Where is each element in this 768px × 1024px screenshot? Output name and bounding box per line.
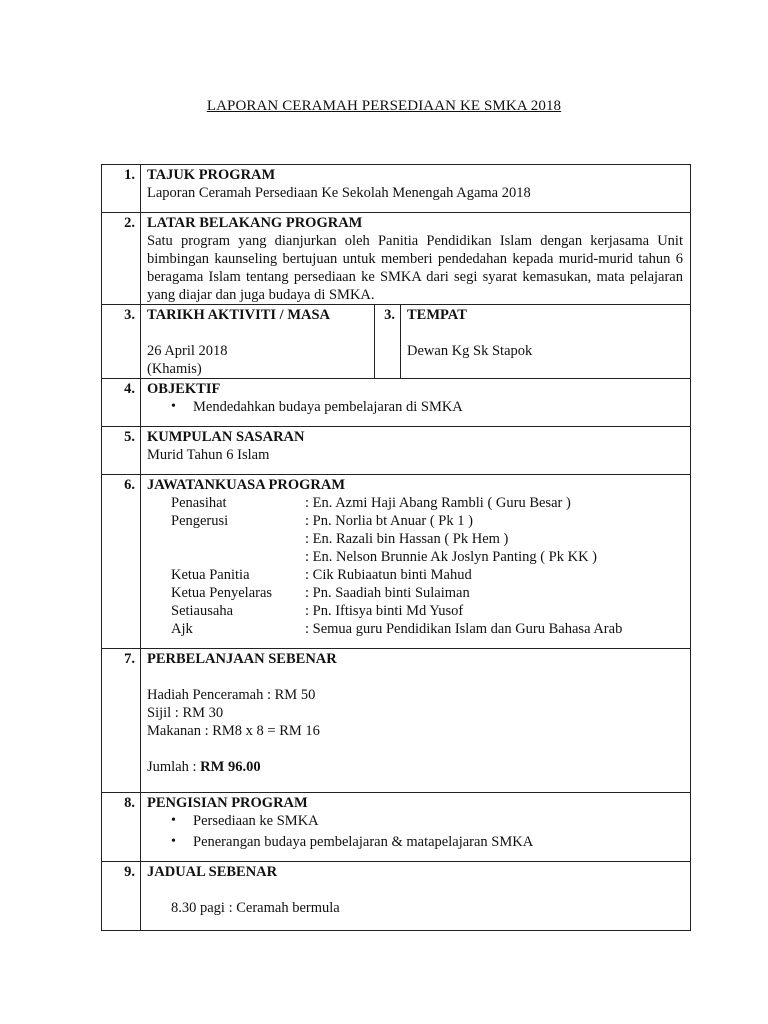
committee-role: Pengerusi xyxy=(171,513,229,529)
list-item: • Persediaan ke SMKA xyxy=(147,812,683,830)
section-number: 7. xyxy=(102,649,141,793)
venue-text: Dewan Kg Sk Stapok xyxy=(407,343,533,359)
section-heading: PERBELANJAAN SEBENAR xyxy=(147,651,337,667)
committee-row xyxy=(147,584,683,602)
committee-row xyxy=(147,494,683,512)
total-label: Jumlah : xyxy=(147,759,201,775)
document-title: LAPORAN CERAMAH PERSEDIAAN KE SMKA 2018 xyxy=(206,98,562,114)
section-number: 3. xyxy=(102,305,141,379)
committee-member: : En. Razali bin Hassan ( Pk Hem ) xyxy=(305,531,509,547)
section-6-row xyxy=(102,475,691,649)
section-heading: TARIKH AKTIVITI / MASA xyxy=(147,307,331,323)
section-9-content xyxy=(141,862,691,931)
committee-member: : Pn. Iftisya binti Md Yusof xyxy=(305,603,464,619)
committee-row xyxy=(147,620,683,638)
target-group-text: Murid Tahun 6 Islam xyxy=(147,447,270,463)
list-item: • Mendedahkan budaya pembelajaran di SMKA xyxy=(147,398,683,416)
section-number: 8. xyxy=(102,793,141,862)
committee-member: : Semua guru Pendidikan Islam dan Guru Bahasa Arab xyxy=(305,621,623,637)
section-2-content xyxy=(141,213,691,305)
total-value: RM 96.00 xyxy=(200,759,261,775)
section-5-row xyxy=(102,427,691,475)
section-heading: OBJEKTIF xyxy=(147,381,221,397)
committee-member: : Pn. Saadiah binti Sulaiman xyxy=(305,585,470,601)
section-7-content xyxy=(141,649,691,793)
section-4-content xyxy=(141,379,691,427)
section-1-content xyxy=(141,165,691,213)
section-4-row xyxy=(102,379,691,427)
committee-role xyxy=(147,548,305,566)
section-heading: PENGISIAN PROGRAM xyxy=(147,795,308,811)
activity-day: (Khamis) xyxy=(147,361,202,377)
committee-member: : Pn. Norlia bt Anuar ( Pk 1 ) xyxy=(305,513,473,529)
section-number: 2. xyxy=(102,213,141,305)
committee-role: Ketua Penyelaras xyxy=(171,585,273,601)
section-8-content xyxy=(141,793,691,862)
section-1-row xyxy=(102,165,691,213)
section-heading: LATAR BELAKANG PROGRAM xyxy=(147,215,363,231)
committee-member: : En. Azmi Haji Abang Rambli ( Guru Besar ) xyxy=(305,495,571,511)
committee-member: : Cik Rubiaatun binti Mahud xyxy=(305,567,472,583)
list-item: • Penerangan budaya pembelajaran & matapelajaran SMKA xyxy=(147,833,683,851)
objective-list xyxy=(147,398,683,416)
committee-row xyxy=(147,602,683,620)
expense-line: Hadiah Penceramah : RM 50 xyxy=(147,687,316,703)
committee-role xyxy=(147,530,305,548)
section-heading: JAWATANKUASA PROGRAM xyxy=(147,477,346,493)
section-heading: KUMPULAN SASARAN xyxy=(147,429,305,445)
committee-role: Penasihat xyxy=(171,495,227,511)
place-cell xyxy=(401,305,691,379)
expense-line: Sijil : RM 30 xyxy=(147,705,224,721)
committee-role: Setiausaha xyxy=(171,603,234,619)
section-6-content xyxy=(141,475,691,649)
expense-total xyxy=(147,758,683,776)
committee-row xyxy=(147,566,683,584)
committee-role: Ajk xyxy=(171,621,193,637)
committee-row xyxy=(147,512,683,530)
program-content-list xyxy=(147,812,683,851)
section-number: 5. xyxy=(102,427,141,475)
section-heading: TAJUK PROGRAM xyxy=(147,167,276,183)
committee-member: : En. Nelson Brunnie Ak Joslyn Panting ( Pk KK ) xyxy=(305,549,598,565)
background-text: Satu program yang dianjurkan oleh Panitia Pendidikan Islam dengan kerjasama Unit bimbingan kaunseling bertujuan untuk memberi pendedahan kepada murid-murid tahun 6 beragama Islam tentang persediaan ke SMKA dari segi syarat kemasukan, mata pelajaran yang diajar dan juga budaya di SMKA. xyxy=(147,233,683,303)
activity-date: 26 April 2018 xyxy=(147,343,228,359)
report-table xyxy=(101,164,691,931)
expense-line: Makanan : RM8 x 8 = RM 16 xyxy=(147,723,320,739)
section-number: 3. xyxy=(375,305,401,379)
section-7-row xyxy=(102,649,691,793)
section-2-row xyxy=(102,213,691,305)
committee-row xyxy=(147,548,683,566)
section-number: 6. xyxy=(102,475,141,649)
section-3-row xyxy=(102,305,691,379)
section-number: 9. xyxy=(102,862,141,931)
section-heading: JADUAL SEBENAR xyxy=(147,864,278,880)
section-number: 4. xyxy=(102,379,141,427)
section-8-row xyxy=(102,793,691,862)
section-5-content xyxy=(141,427,691,475)
section-heading: TEMPAT xyxy=(407,307,467,323)
committee-row xyxy=(147,530,683,548)
program-title-text: Laporan Ceramah Persediaan Ke Sekolah Menengah Agama 2018 xyxy=(147,185,531,201)
committee-role: Ketua Panitia xyxy=(171,567,250,583)
section-number: 1. xyxy=(102,165,141,213)
date-cell xyxy=(141,305,375,379)
section-9-row xyxy=(102,862,691,931)
schedule-line: 8.30 pagi : Ceramah bermula xyxy=(171,900,340,916)
